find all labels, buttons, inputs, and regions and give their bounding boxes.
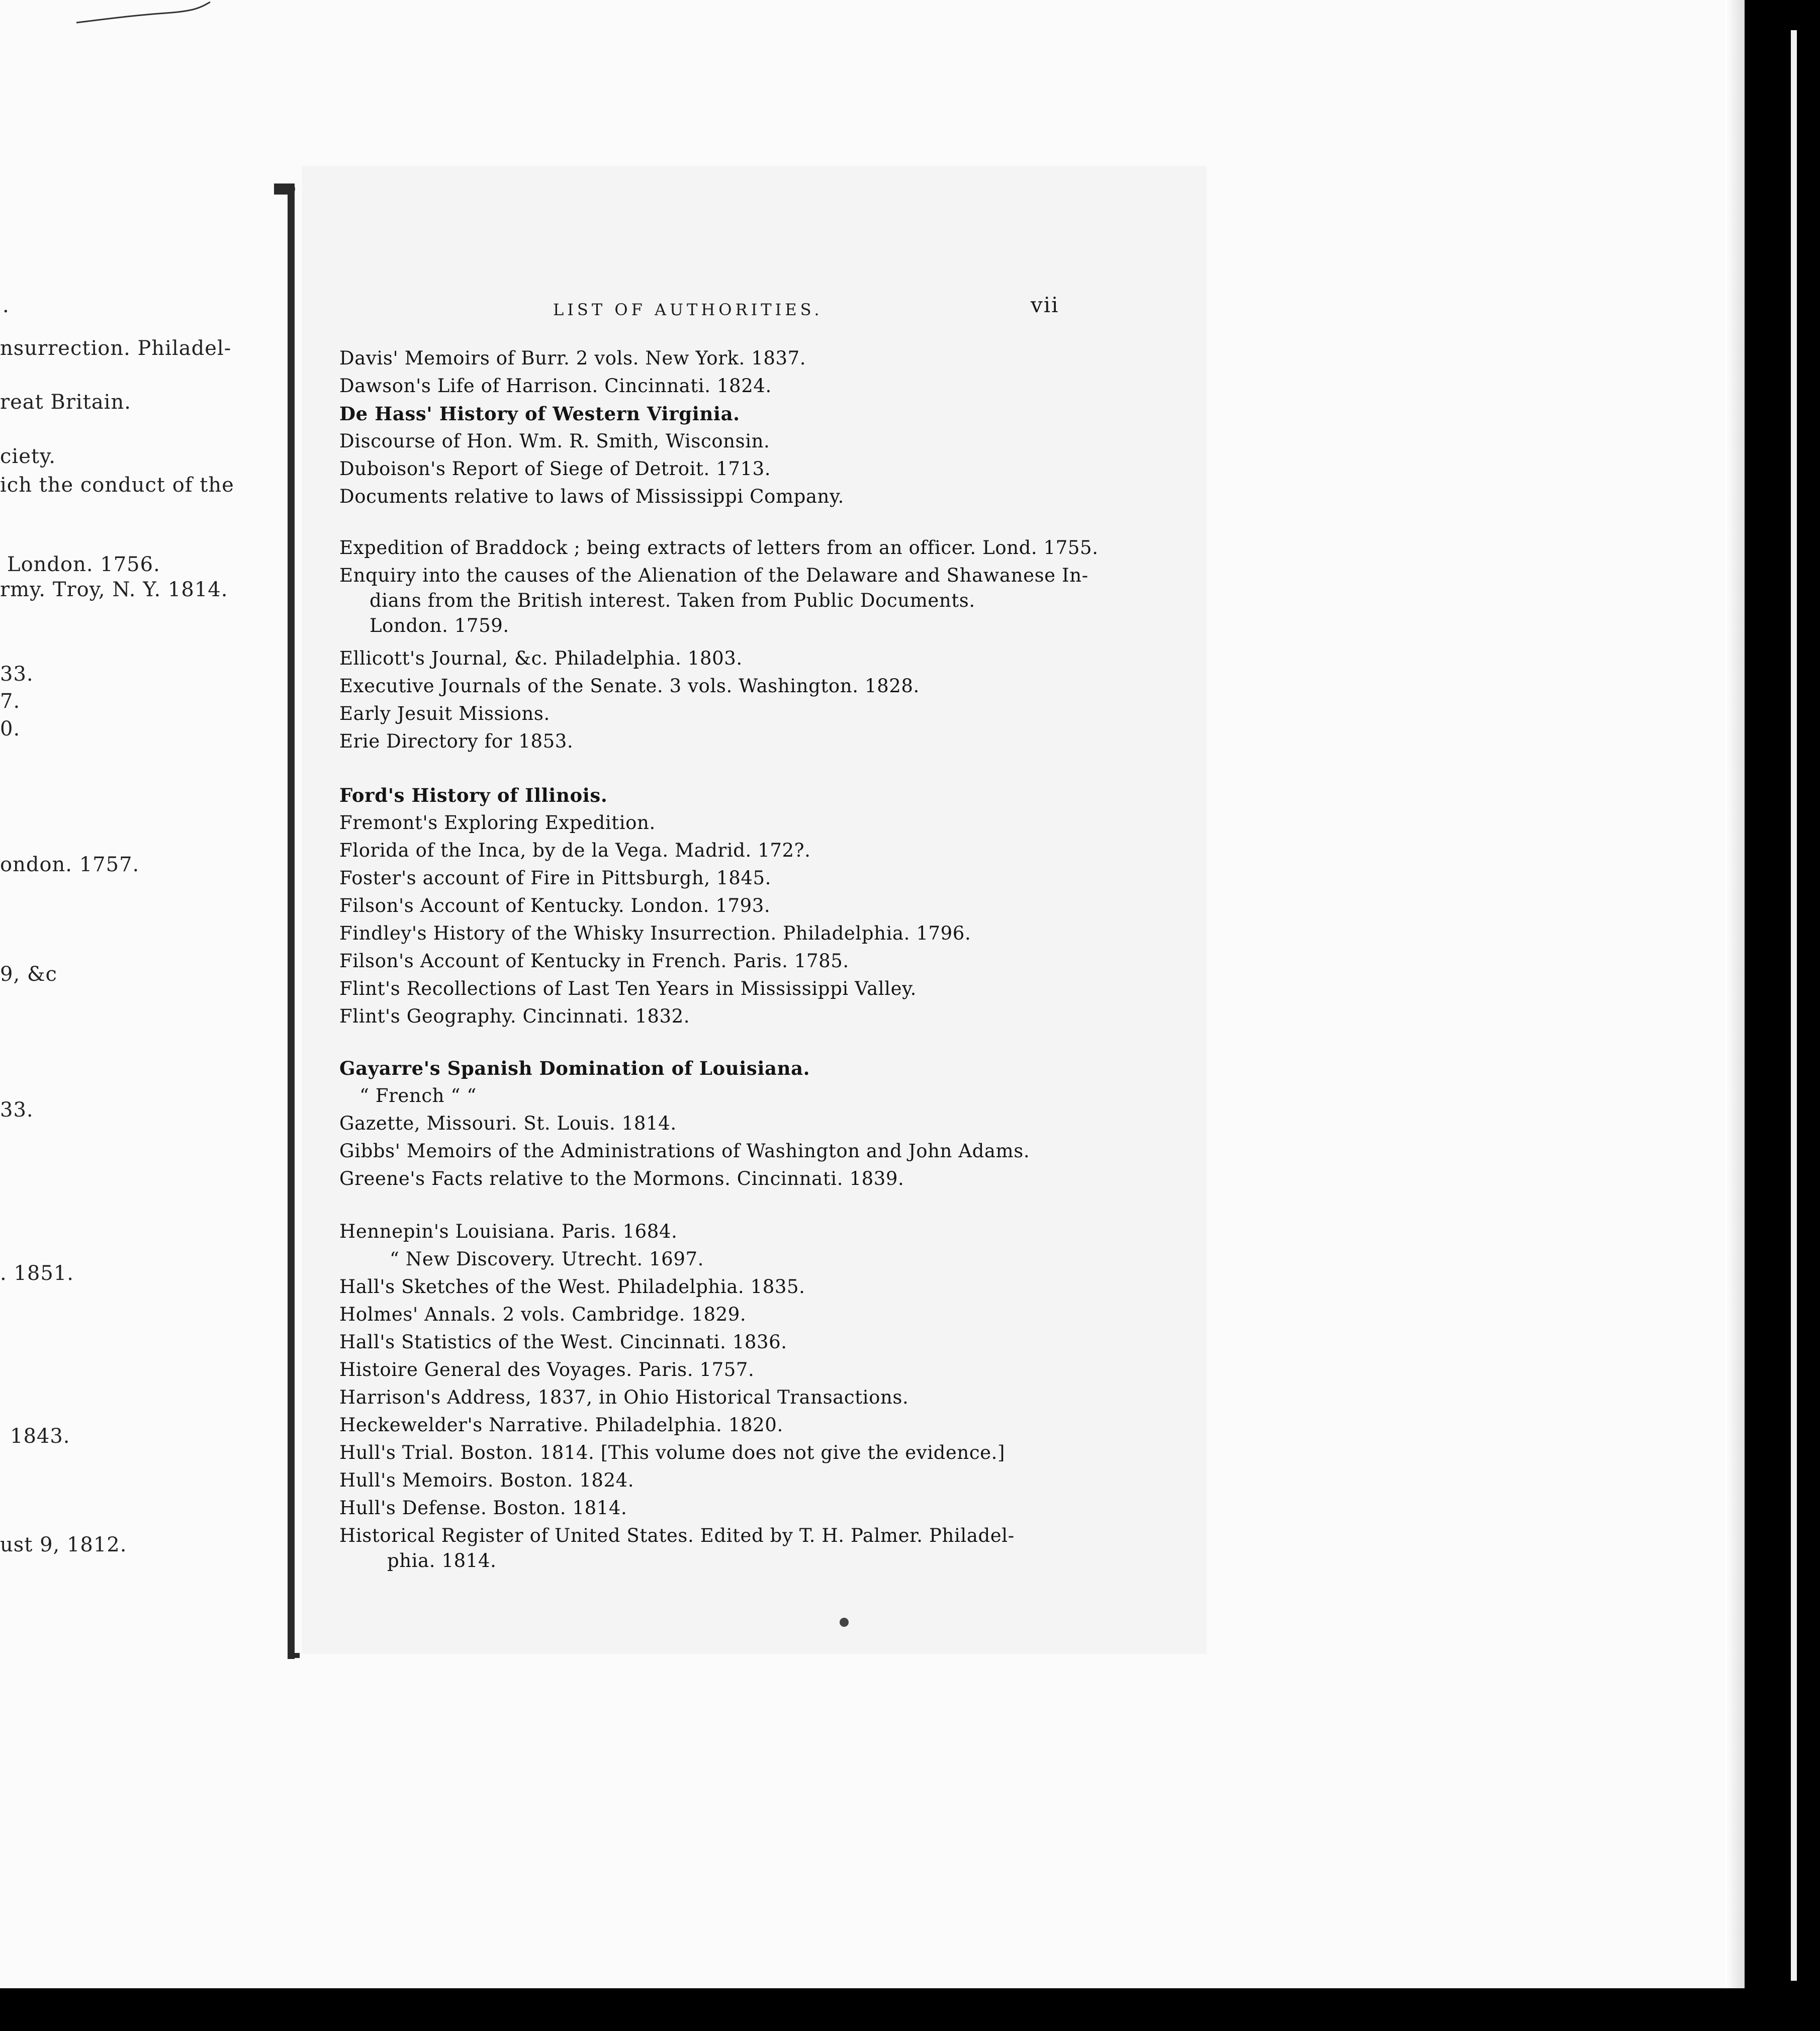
list-entry: Greene's Facts relative to the Mormons. Cincinnati. 1839.: [339, 1168, 904, 1189]
list-entry: Harrison's Address, 1837, in Ohio Historical Transactions.: [339, 1387, 909, 1408]
list-entry: Fremont's Exploring Expedition.: [339, 812, 656, 834]
list-entry: Gibbs' Memoirs of the Administrations of Washington and John Adams.: [339, 1140, 1030, 1162]
left-page-line: 33.: [0, 663, 34, 686]
list-entry: Discourse of Hon. Wm. R. Smith, Wisconsin.: [339, 430, 770, 452]
scanner-border-right: [1745, 0, 1820, 2031]
left-page-line: 33.: [0, 1098, 34, 1122]
list-entry: Histoire General des Voyages. Paris. 1757.: [339, 1359, 755, 1380]
list-entry: Gayarre's Spanish Domination of Louisiana.: [339, 1057, 810, 1079]
list-entry: Flint's Geography. Cincinnati. 1832.: [339, 1005, 690, 1027]
list-entry: De Hass' History of Western Virginia.: [339, 403, 740, 425]
scanner-border-bottom: [0, 1988, 1820, 2031]
list-entry: Dawson's Life of Harrison. Cincinnati. 1824.: [339, 375, 772, 397]
list-entry: Findley's History of the Whisky Insurrection. Philadelphia. 1796.: [339, 922, 971, 944]
adjacent-page-edge: [1791, 30, 1797, 1981]
list-entry: Hall's Sketches of the West. Philadelphia. 1835.: [339, 1276, 805, 1298]
entry-first-line: Historical Register of United States. Edited by T. H. Palmer. Philadel-: [339, 1525, 1015, 1546]
left-page-line: London. 1756.: [7, 553, 160, 576]
left-page-cropped: [0, 0, 261, 1659]
list-entry: Expedition of Braddock ; being extracts of letters from an officer. Lond. 1755.: [339, 537, 1099, 559]
list-entry: Holmes' Annals. 2 vols. Cambridge. 1829.: [339, 1304, 747, 1325]
list-entry: Hall's Statistics of the West. Cincinnati. 1836.: [339, 1331, 787, 1353]
list-entry-multiline: [339, 1523, 1078, 1574]
list-entry: Davis' Memoirs of Burr. 2 vols. New York. 1837.: [339, 347, 806, 369]
left-page-line: ciety.: [0, 445, 56, 468]
entry-first-line: Enquiry into the causes of the Alienation of the Delaware and Shawanese In-: [339, 565, 1088, 586]
list-entry-multiline: [339, 563, 1088, 638]
list-entry: Erie Directory for 1853.: [339, 730, 574, 752]
left-page-line: ondon. 1757.: [0, 853, 140, 876]
left-page-line: nsurrection. Philadel-: [0, 337, 232, 360]
list-entry: Heckewelder's Narrative. Philadelphia. 1820.: [339, 1414, 783, 1436]
list-entry-ditto: “ French “ “: [359, 1085, 477, 1106]
left-page-line: . 1851.: [0, 1262, 74, 1285]
entry-continuation: dians from the British interest. Taken from Public Documents.: [370, 590, 975, 611]
page-edge-shadow: [1725, 0, 1746, 1988]
list-entry: Filson's Account of Kentucky in French. Paris. 1785.: [339, 950, 849, 972]
list-entry: Documents relative to laws of Mississippi Company.: [339, 486, 844, 507]
list-entry: Hull's Defense. Boston. 1814.: [339, 1497, 627, 1519]
entry-continuation: London. 1759.: [370, 615, 509, 636]
list-entry: Early Jesuit Missions.: [339, 703, 550, 724]
list-entry: Duboison's Report of Siege of Detroit. 1713.: [339, 458, 771, 480]
left-page-line: 0.: [0, 717, 21, 741]
left-page-line: 7.: [0, 690, 21, 713]
ink-dot: [840, 1618, 849, 1627]
left-page-line: reat Britain.: [0, 391, 131, 414]
entry-continuation: phia. 1814.: [387, 1550, 497, 1572]
page-number: vii: [1031, 293, 1059, 317]
list-entry: Flint's Recollections of Last Ten Years in Mississippi Valley.: [339, 978, 917, 999]
left-page-line: 9, &c: [0, 963, 57, 986]
list-entry: Hull's Memoirs. Boston. 1824.: [339, 1469, 634, 1491]
gutter-rule: [288, 183, 295, 1659]
list-entry: Foster's account of Fire in Pittsburgh, 1845.: [339, 867, 771, 889]
list-entry: Hull's Trial. Boston. 1814. [This volume does not give the evidence.]: [339, 1442, 1006, 1463]
running-head: LIST OF AUTHORITIES.: [553, 300, 823, 319]
list-entry: Gazette, Missouri. St. Louis. 1814.: [339, 1113, 677, 1134]
list-entry: Filson's Account of Kentucky. London. 1793.: [339, 895, 771, 916]
list-entry: Ford's History of Illinois.: [339, 784, 608, 806]
list-entry: Ellicott's Journal, &c. Philadelphia. 1803.: [339, 648, 743, 669]
list-entry: Executive Journals of the Senate. 3 vols. Washington. 1828.: [339, 675, 920, 697]
gutter-rule-foot: [288, 1653, 300, 1658]
list-entry-ditto: “ New Discovery. Utrecht. 1697.: [390, 1248, 704, 1270]
left-page-line: 1843.: [10, 1425, 70, 1448]
left-page-line: ich the conduct of the: [0, 474, 234, 497]
left-page-line: .: [3, 294, 10, 317]
list-entry: Hennepin's Louisiana. Paris. 1684.: [339, 1221, 678, 1242]
left-page-line: rmy. Troy, N. Y. 1814.: [0, 578, 228, 601]
list-entry: Florida of the Inca, by de la Vega. Madrid. 172?.: [339, 840, 811, 861]
left-page-line: ust 9, 1812.: [0, 1533, 127, 1556]
